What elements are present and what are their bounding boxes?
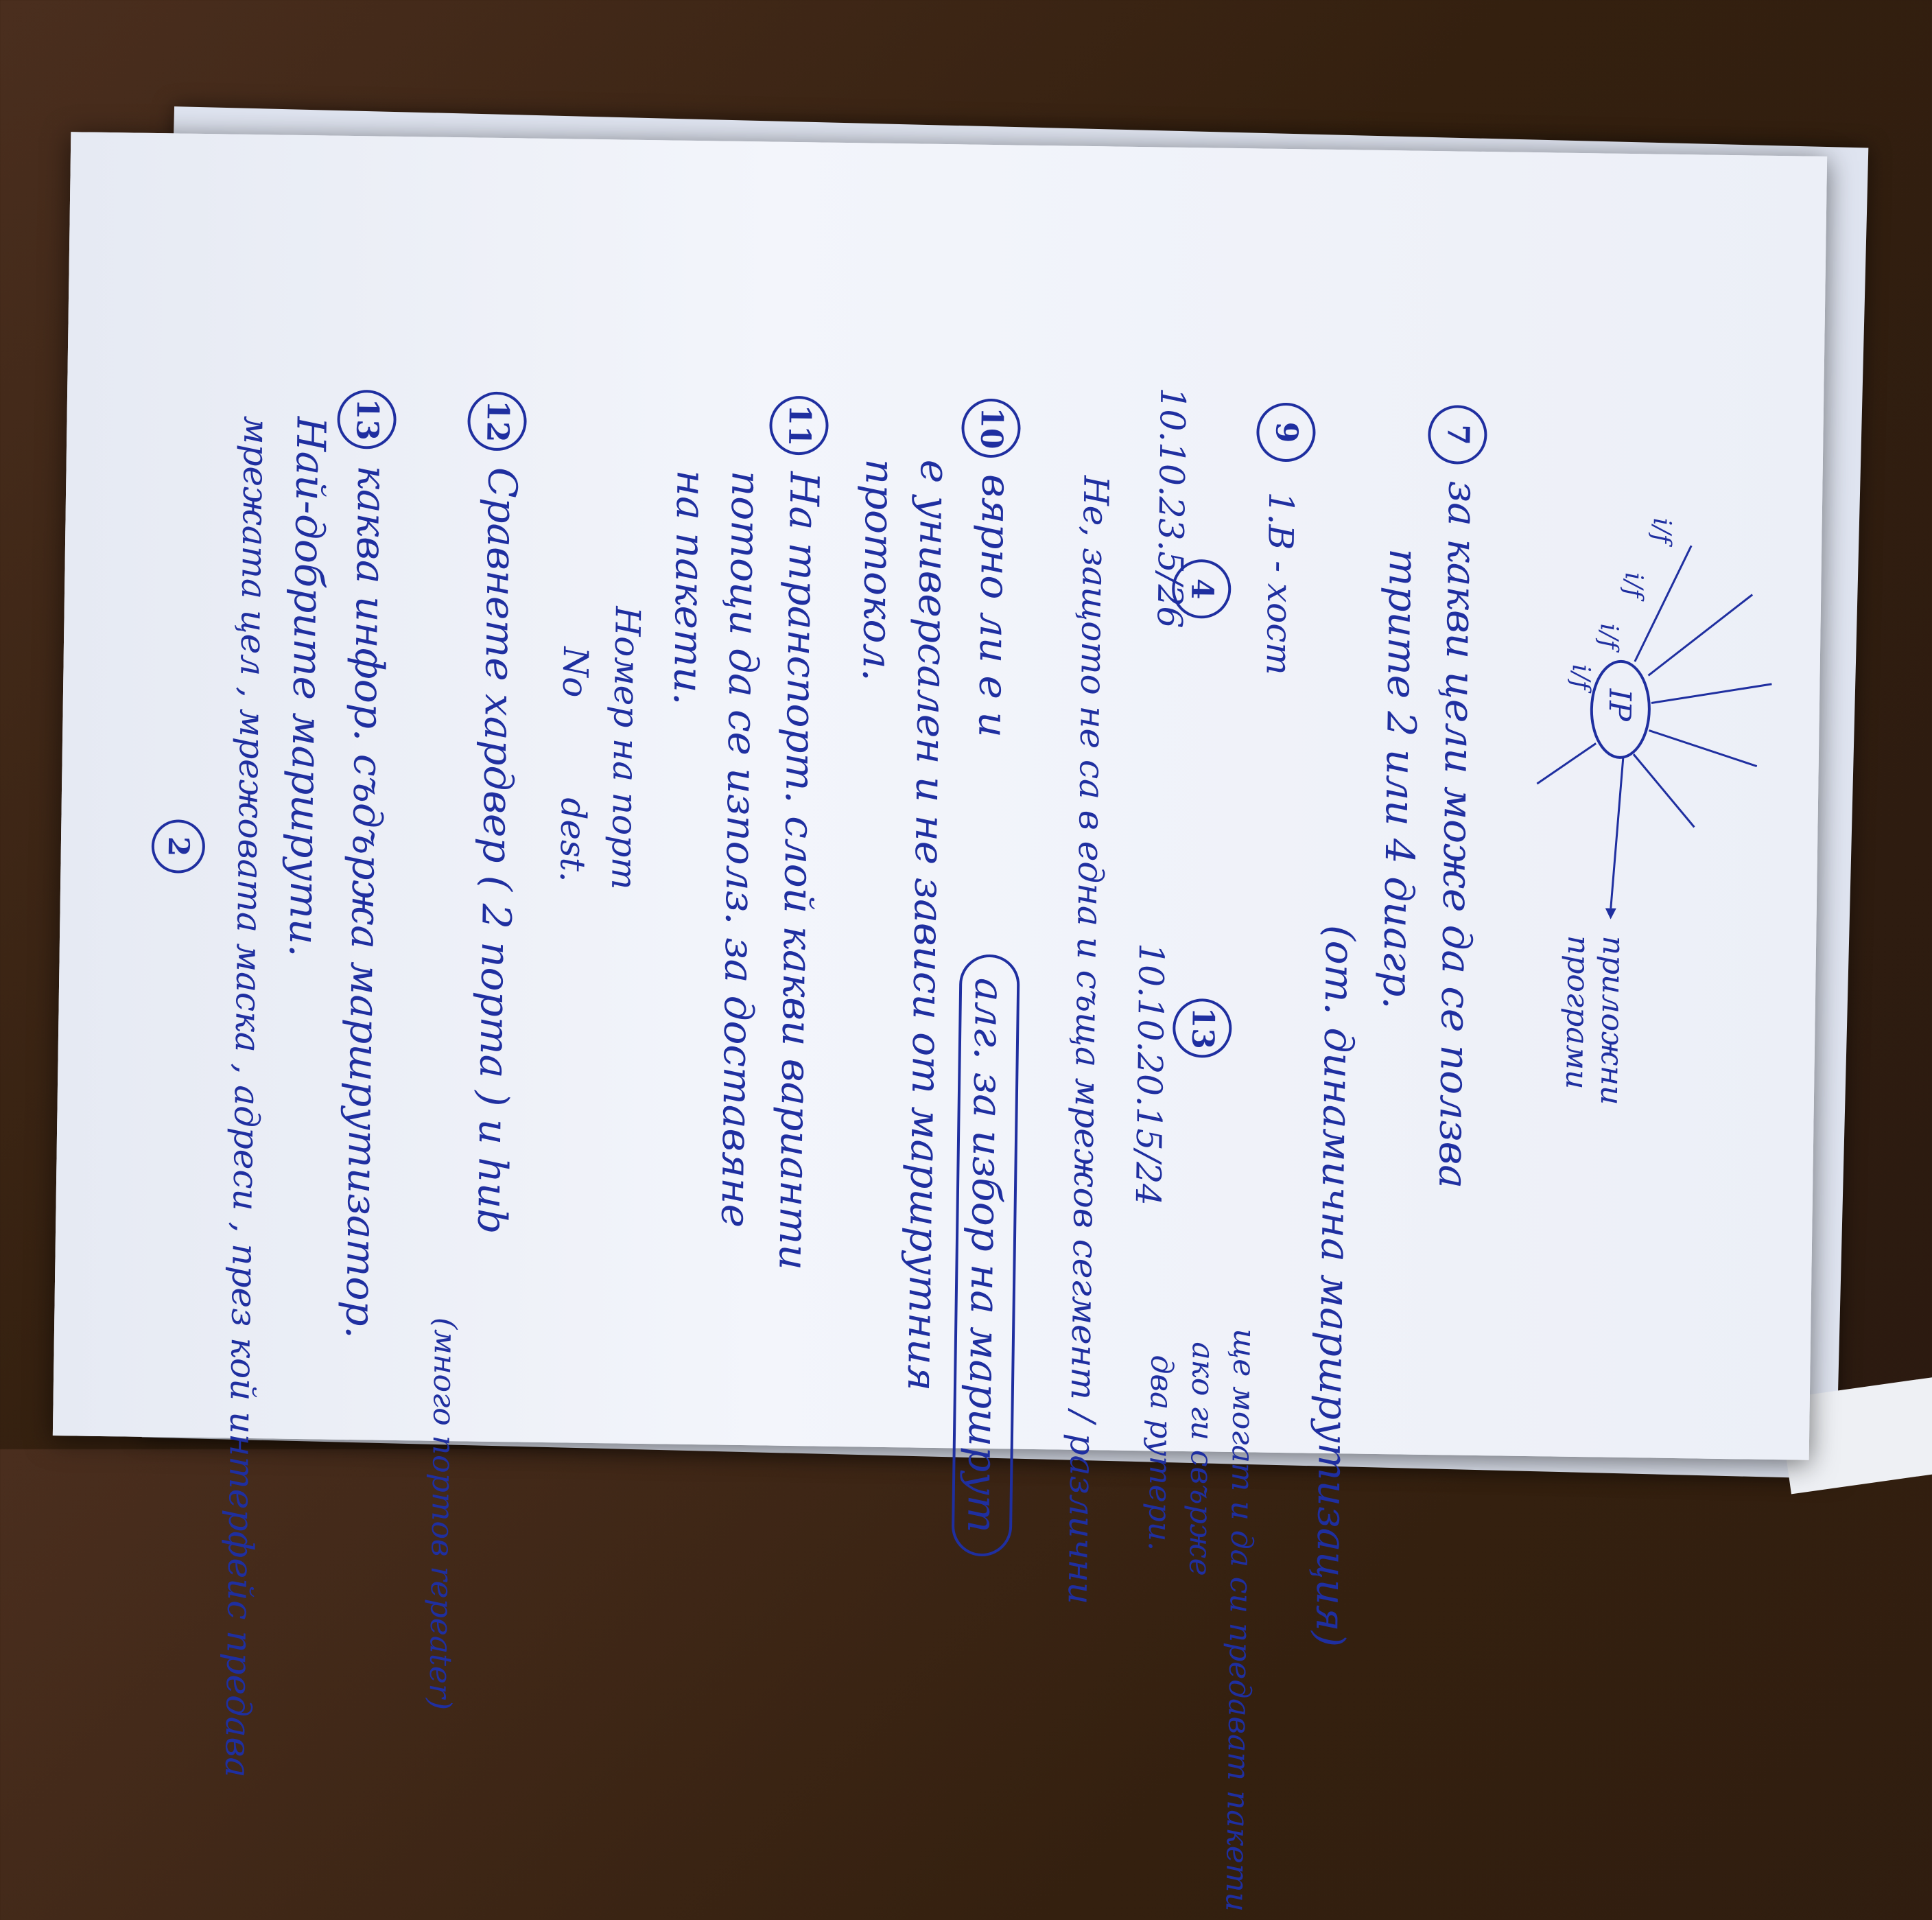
item-text: Най-добрите маршрути. <box>280 416 335 958</box>
item-number: 7 <box>1428 405 1487 465</box>
handwritten-page <box>108 256 1812 1912</box>
address-text: 10.10.20.15/24 <box>1127 942 1172 1206</box>
sub-text: Номер на порт <box>604 606 648 890</box>
item-text: трите 2 или 4 диагр. <box>1374 548 1428 1010</box>
item-number: 11 <box>769 395 829 455</box>
item-text: вярно ли е и <box>969 473 1020 738</box>
item-text: (от. динамична маршрутизация) <box>1306 924 1364 1648</box>
if-label: i/f <box>1594 623 1623 649</box>
item-text: протокол. <box>853 458 904 682</box>
side-note: ще могат и да си предават пакети <box>1218 1328 1262 1912</box>
side-note: ако ги свърже <box>1182 1342 1221 1577</box>
item-text: потоци да се използ. за доставяне <box>712 470 770 1228</box>
sub-text: dest. <box>552 797 593 883</box>
sub-text: No <box>554 646 596 698</box>
item-number: 13 <box>337 390 397 449</box>
ip-diagram <box>1500 502 1802 931</box>
address-text: 10.10.23.5/26 <box>1149 387 1193 629</box>
item-text: Сравнете хардвер ( 2 порта ) и hub <box>469 467 526 1234</box>
item-note: (много портов repeater) <box>422 1317 463 1711</box>
item-text: каква инфор. съдържа маршрутизатор. <box>336 465 396 1339</box>
if-label: i/f <box>1619 572 1648 598</box>
if-label: i/f <box>1566 664 1595 690</box>
item-text: на пакети. <box>664 469 715 706</box>
item-number: 10 <box>961 398 1021 458</box>
item-text: Не, защото не са в една и съща мрежов сегмент / различни <box>1060 475 1116 1605</box>
ip-label: IP <box>1601 688 1638 722</box>
item-text: за какви цели може да се ползва <box>1430 480 1487 1189</box>
paper-sheet <box>53 132 1827 1912</box>
oval-text: алг. за избор на маршрут <box>952 954 1020 1556</box>
side-note: два рутери. <box>1141 1355 1179 1552</box>
if-label: i/f <box>1647 517 1676 543</box>
arrow-label: приложни програми <box>1559 935 1631 1105</box>
address-box: 13 <box>1173 998 1232 1058</box>
item-text: 1.В - хост <box>1258 491 1301 676</box>
item-text: мрежата цел , мрежовата маска , адреси , през кой интерфейс предава <box>217 415 276 1778</box>
item-text: На транспорт. слой какви варианти <box>770 471 828 1271</box>
item-number: 12 <box>467 391 527 451</box>
page-number: 2 <box>151 819 205 874</box>
address-box: 4 <box>1172 559 1232 619</box>
item-text: е универсален и не зависи от маршрутния <box>898 459 958 1392</box>
item-number: 9 <box>1256 402 1316 462</box>
